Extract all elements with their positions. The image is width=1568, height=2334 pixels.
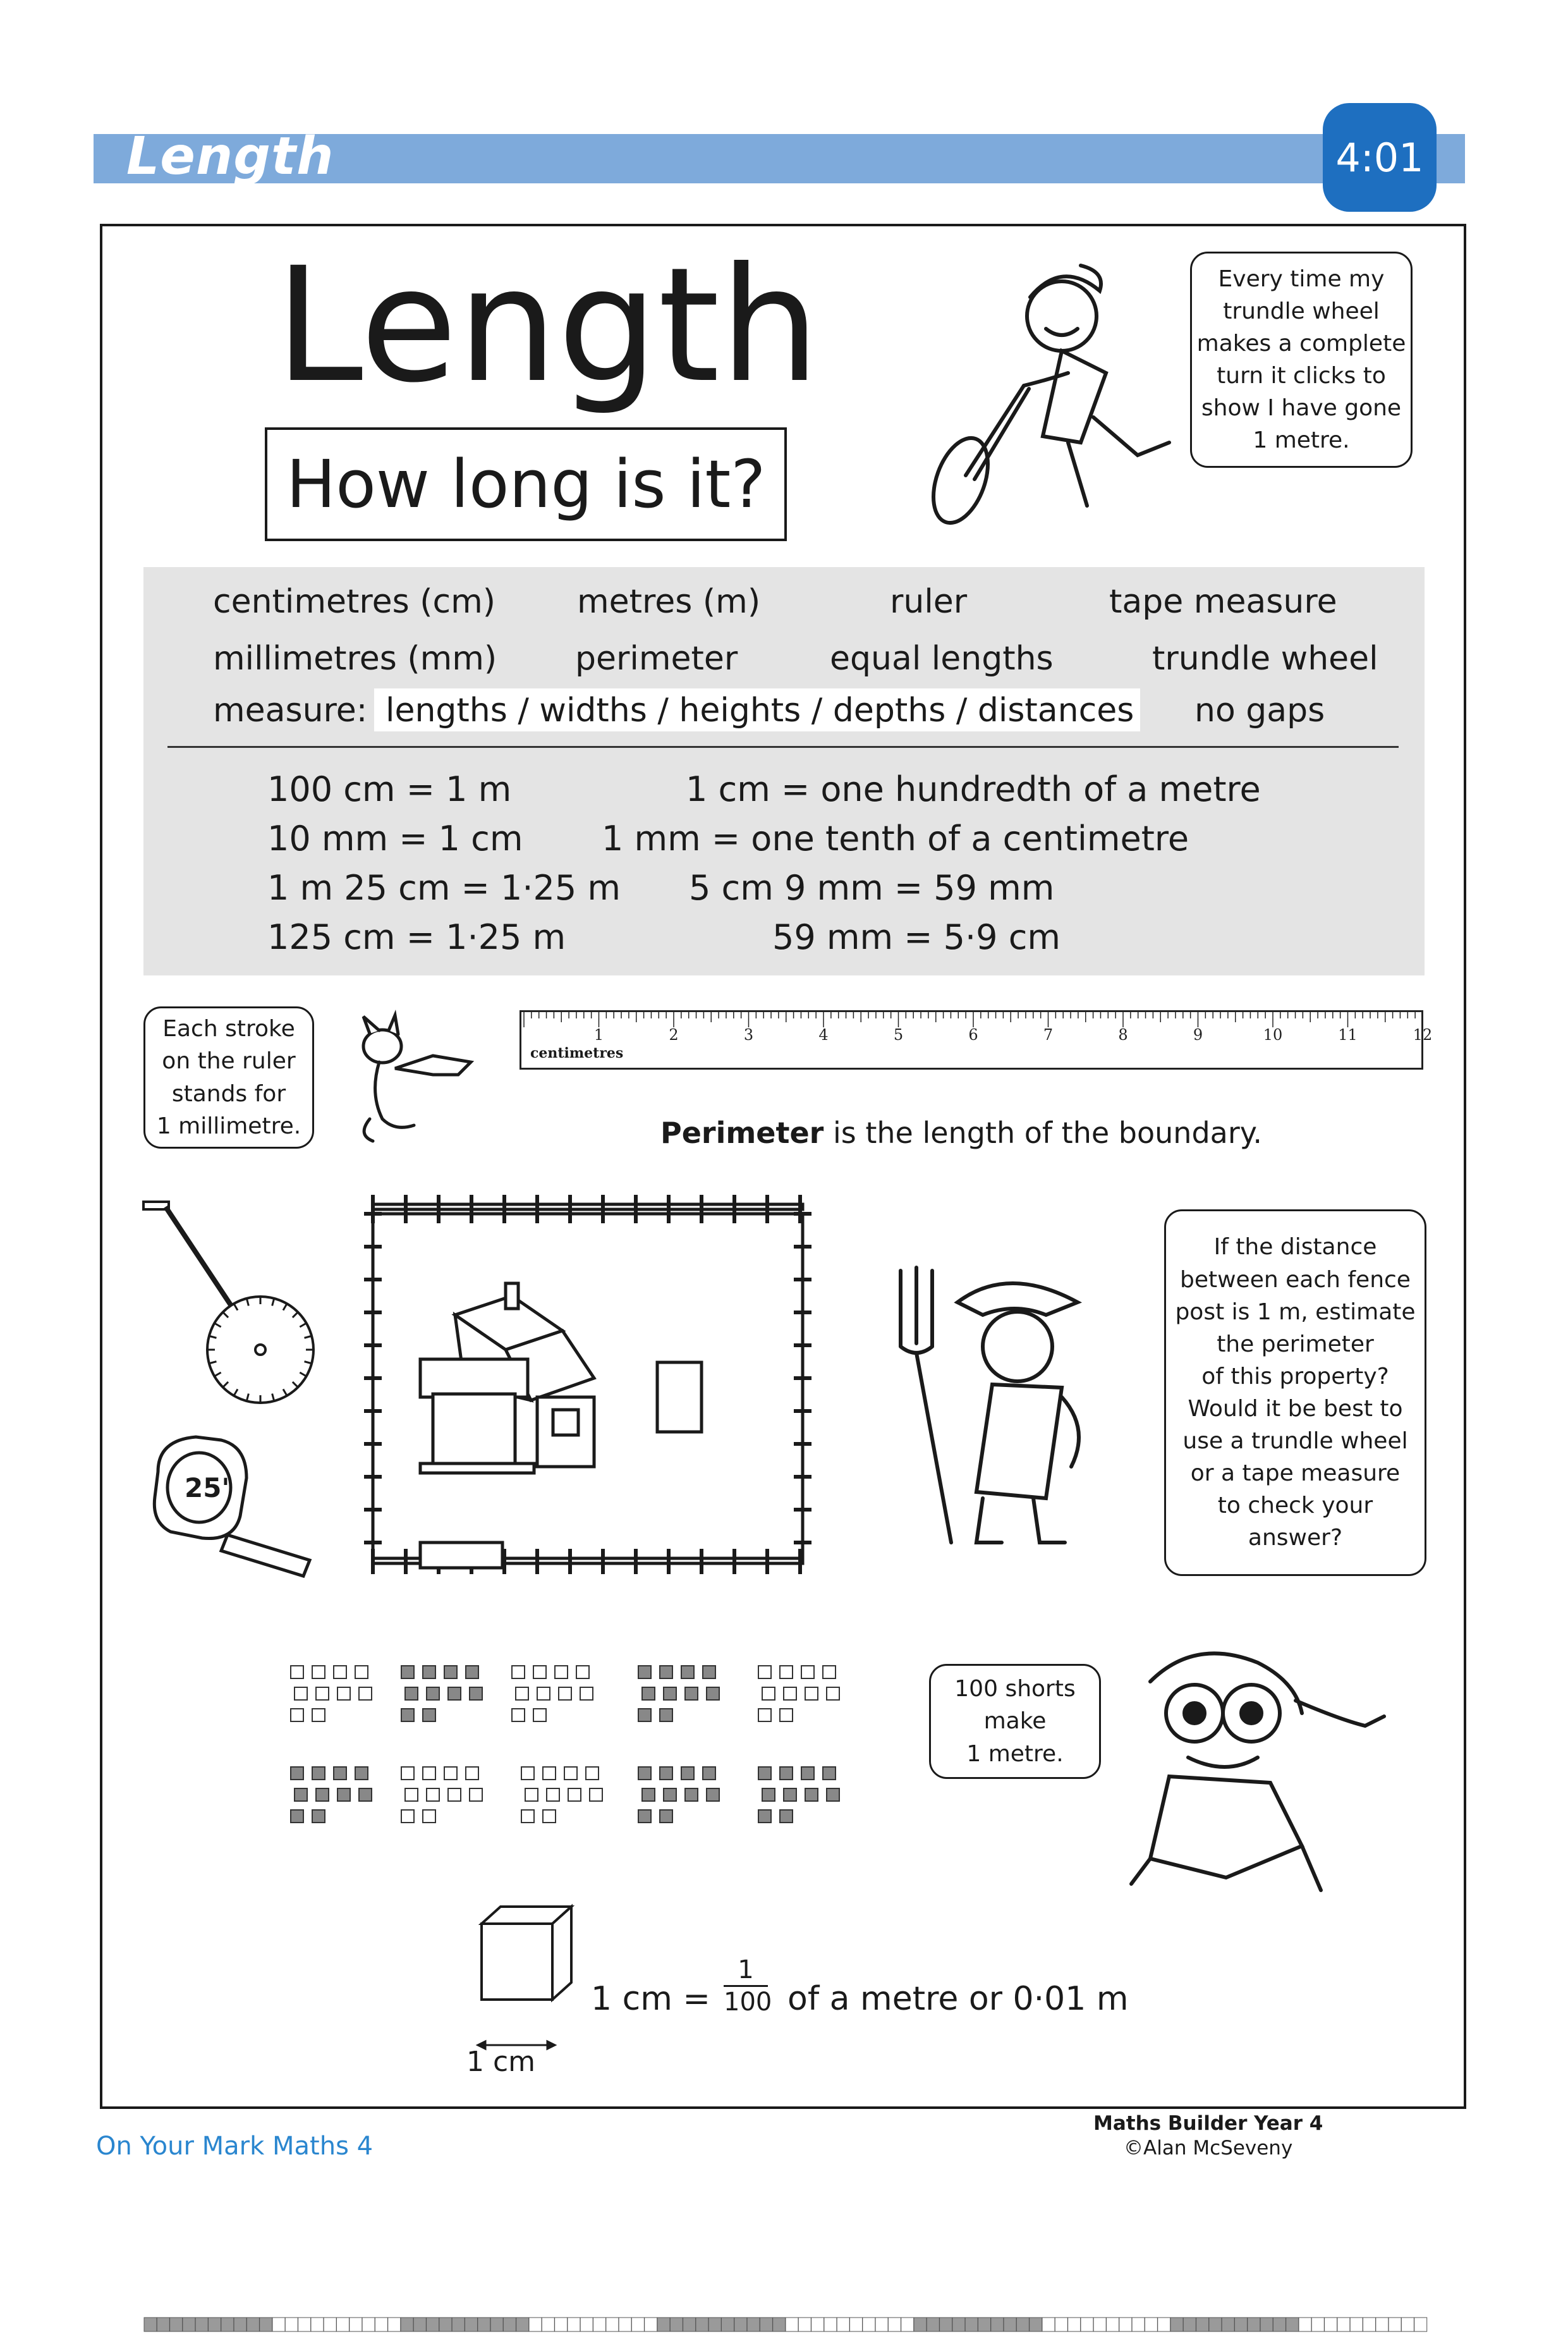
vocab-perimeter: perimeter [575,640,738,678]
farmer-speech-text: If the distance between each fence post is 1 m, estimate the perimeter of this property? Would it be best to use a trundle wheel or a tape measure to check your answer? [1175,1234,1416,1551]
unit-cube [337,1788,350,1801]
unit-cube [470,1687,482,1700]
unit-cube [758,1810,771,1823]
strip-cube [580,2318,593,2331]
strip-cube [1222,2318,1234,2331]
strip-cube [965,2318,978,2331]
header-title: Length [126,126,334,186]
panel-divider [167,746,1399,748]
cube-label: 1 cm [466,2046,536,2078]
centimetre-ruler [520,1010,1433,1070]
unit-cube [401,1810,414,1823]
strip-cube [311,2318,324,2331]
page-title: Length [275,233,820,417]
strip-cube [1389,2318,1401,2331]
vocab-tape-measure: tape measure [1109,583,1337,621]
unit-cube [359,1788,372,1801]
unit-cube [316,1687,329,1700]
unit-cube [758,1666,771,1678]
ruler-number: 2 [669,1026,679,1044]
strip-cube [645,2318,657,2331]
trundle-wheel-drawing [140,1198,317,1413]
strip-cube [349,2318,362,2331]
unit-cube [685,1687,698,1700]
unit-cube [423,1767,435,1780]
perimeter-definition [660,1116,1262,1150]
ruler-number: 10 [1263,1026,1283,1044]
fact-1-left: 100 cm = 1 m [267,769,512,809]
unit-cube [355,1767,368,1780]
ruler-number: 1 [593,1026,604,1044]
strip-cube [1414,2318,1427,2331]
strip-cube [298,2318,311,2331]
unit-cube [823,1767,836,1780]
unit-cube [681,1767,694,1780]
girl-with-cubes-illustration [1112,1631,1390,1897]
unit-cube [533,1709,546,1721]
strip-cube [427,2318,439,2331]
trundle-speech-text: Every time my trundle wheel makes a complete turn it clicks to show I have gone 1 metre. [1196,266,1406,454]
strip-cube [452,2318,465,2331]
strip-cube [1209,2318,1222,2331]
unit-cube [784,1788,796,1801]
strip-cube [221,2318,234,2331]
unit-cube [427,1687,439,1700]
strip-cube [593,2318,606,2331]
strip-cube [875,2318,888,2331]
ruler-unit-label: centimetres [530,1045,624,1061]
unit-cube [555,1666,568,1678]
unit-cube [638,1709,651,1721]
unit-cube [543,1810,556,1823]
unit-cube [664,1788,676,1801]
ruler-number: 8 [1118,1026,1128,1044]
unit-cube [466,1767,478,1780]
strip-cube [1068,2318,1081,2331]
fraction-denominator: 100 [724,1985,768,2017]
vocab-no-gaps: no gaps [1194,692,1325,730]
formula-fraction [724,1955,772,2017]
strip-cube [337,2318,349,2331]
vocab-millimetres: millimetres (mm) [213,640,497,678]
unit-cube [685,1788,698,1801]
strip-cube [927,2318,939,2331]
footer-book-title: Maths Builder Year 4 [1093,2112,1323,2135]
unit-cube [780,1767,793,1780]
kangaroo-pointing-illustration [344,1011,490,1151]
strip-cube [272,2318,285,2331]
unit-cube [334,1666,346,1678]
unit-cube [466,1666,478,1678]
strip-cube [555,2318,568,2331]
farmer-with-pitchfork-illustration [882,1264,1147,1555]
unit-cube [295,1687,307,1700]
ruler-number: 6 [968,1026,978,1044]
unit-cube [423,1810,435,1823]
strip-cube [657,2318,670,2331]
boy-trundle-wheel-illustration [916,253,1188,531]
perimeter-term: Perimeter [660,1116,824,1150]
unit-cube [559,1687,571,1700]
strip-cube [1196,2318,1209,2331]
unit-cube [638,1810,651,1823]
trundle-speech-bubble [1190,252,1413,468]
unit-cube [512,1709,525,1721]
strip-cube [1235,2318,1248,2331]
unit-cube [642,1788,655,1801]
unit-cube [525,1788,538,1801]
strip-cube [401,2318,413,2331]
ruler-number: 9 [1193,1026,1203,1044]
strip-cube [722,2318,734,2331]
strip-cube [1273,2318,1285,2331]
strip-cube [183,2318,195,2331]
unit-cube [827,1788,839,1801]
ruler-number: 5 [893,1026,904,1044]
unit-cube [291,1810,303,1823]
unit-cube [660,1810,672,1823]
unit-cube [448,1788,461,1801]
strip-cube [362,2318,375,2331]
strip-cube [439,2318,452,2331]
strip-cube [1030,2318,1042,2331]
ruler-number: 11 [1338,1026,1358,1044]
footer-series-title: On Your Mark Maths 4 [96,2132,374,2161]
strip-cube [568,2318,580,2331]
strip-cube [631,2318,644,2331]
ruler-number: 12 [1413,1026,1433,1044]
strip-cube [195,2318,208,2331]
tape-measure-drawing [145,1427,316,1579]
strip-cube [1311,2318,1324,2331]
centimetre-cube-icon [475,1902,586,2009]
unit-cube [564,1767,577,1780]
strip-cube [503,2318,516,2331]
shorts-speech-text: 100 shorts make 1 metre. [954,1676,1076,1767]
strip-cube [901,2318,914,2331]
strip-cube [170,2318,183,2331]
strip-cube [606,2318,619,2331]
strip-cube [888,2318,901,2331]
subtitle-box [265,427,787,541]
strip-cube [1401,2318,1414,2331]
unit-cube [827,1687,839,1700]
strip-cube [144,2318,157,2331]
strip-cube [747,2318,760,2331]
fact-3-right: 5 cm 9 mm = 59 mm [689,868,1055,908]
strip-cube [940,2318,952,2331]
strip-cube [375,2318,387,2331]
strip-cube [683,2318,696,2331]
vocab-measure-options: lengths / widths / heights / depths / distances [386,692,1134,730]
unit-cube [823,1666,836,1678]
unit-cube [568,1788,581,1801]
unit-cube [401,1709,414,1721]
unit-cube [401,1666,414,1678]
strip-cube [1119,2318,1132,2331]
strip-cube [696,2318,708,2331]
unit-cube [784,1687,796,1700]
unit-cube [295,1788,307,1801]
vocab-metres: metres (m) [577,583,761,621]
unit-cube [762,1687,775,1700]
vocab-ruler: ruler [890,583,968,621]
unit-cube [660,1666,672,1678]
unit-cube [660,1709,672,1721]
subtitle-text: How long is it? [286,446,766,523]
strip-cube [1158,2318,1170,2331]
unit-cube [521,1810,534,1823]
fact-2-right: 1 mm = one tenth of a centimetre [602,819,1189,858]
strip-cube [1248,2318,1260,2331]
unit-cube [405,1687,418,1700]
ruler-number: 3 [743,1026,754,1044]
strip-cube [285,2318,298,2331]
unit-cube [521,1767,534,1780]
strip-cube [1132,2318,1145,2331]
unit-cube [703,1666,715,1678]
unit-cube [543,1767,556,1780]
perimeter-rest: is the length of the boundary. [824,1116,1263,1150]
strip-cube [388,2318,401,2331]
strip-cube [1260,2318,1273,2331]
unit-cube [405,1788,418,1801]
unit-cube [576,1666,589,1678]
unit-cube [780,1810,793,1823]
fact-2-left: 10 mm = 1 cm [267,819,523,858]
strip-cube [760,2318,772,2331]
strip-cube [1183,2318,1196,2331]
unit-cube [805,1687,818,1700]
strip-cube [1016,2318,1029,2331]
strip-cube [260,2318,272,2331]
unit-cube [291,1767,303,1780]
unit-cube [444,1767,457,1780]
unit-cube [681,1666,694,1678]
unit-cube [762,1788,775,1801]
ruler-number: 7 [1043,1026,1054,1044]
ruler-ticks [521,1012,1433,1068]
strip-cube [1055,2318,1067,2331]
vocab-equal-lengths: equal lengths [830,640,1054,678]
fact-1-right: 1 cm = one hundredth of a metre [686,769,1261,809]
ruler-speech-text: Each stroke on the ruler stands for 1 millimetre. [156,1016,301,1139]
strip-cube [811,2318,824,2331]
unit-cube [642,1687,655,1700]
unit-cube [707,1788,719,1801]
unit-cube [401,1767,414,1780]
unit-cube [291,1666,303,1678]
strip-cube [246,2318,259,2331]
unit-cube [470,1788,482,1801]
strip-cube [529,2318,542,2331]
footer-copyright: ©Alan McSeveny [1124,2136,1293,2160]
strip-cube [1042,2318,1055,2331]
strip-cube [1325,2318,1337,2331]
strip-cube [234,2318,246,2331]
strip-cube [516,2318,529,2331]
footer-credits [1093,2111,1323,2161]
strip-cube [798,2318,811,2331]
strip-cube [863,2318,875,2331]
strip-cube [773,2318,786,2331]
strip-cube [734,2318,747,2331]
fact-4-left: 125 cm = 1·25 m [267,917,566,957]
strip-cube [978,2318,991,2331]
unit-cube [660,1767,672,1780]
strip-cube [786,2318,798,2331]
shorts-speech-bubble [929,1664,1101,1779]
fenced-property-illustration [360,1188,815,1580]
strip-cube [1299,2318,1311,2331]
vocab-centimetres: centimetres (cm) [213,583,496,621]
strip-cube [824,2318,837,2331]
unit-cube [427,1788,439,1801]
unit-cube [291,1709,303,1721]
unit-cube [448,1687,461,1700]
unit-cube [312,1810,325,1823]
unit-cube [801,1666,814,1678]
strip-cube [1004,2318,1016,2331]
unit-cube [423,1709,435,1721]
ruler-speech-bubble [143,1006,314,1149]
strip-cube [708,2318,721,2331]
strip-cube [542,2318,554,2331]
unit-cubes-groups [278,1653,878,1855]
unit-cube [780,1709,793,1721]
strip-cube [1363,2318,1376,2331]
unit-cube [312,1767,325,1780]
strip-cube [490,2318,503,2331]
unit-cube [638,1767,651,1780]
unit-cube [664,1687,676,1700]
ruler-number: 4 [818,1026,829,1044]
unit-cube [334,1767,346,1780]
strip-cube [324,2318,336,2331]
unit-cube [780,1666,793,1678]
unit-cube [423,1666,435,1678]
unit-cube [590,1788,602,1801]
strip-cube [837,2318,849,2331]
strip-cube [952,2318,965,2331]
unit-cube [537,1687,550,1700]
unit-cube [703,1767,715,1780]
formula-rhs: of a metre or 0·01 m [787,1980,1129,2018]
strip-cube [670,2318,683,2331]
strip-cube [209,2318,221,2331]
unit-cube [707,1687,719,1700]
unit-cube [355,1666,368,1678]
vocab-trundle-wheel: trundle wheel [1152,640,1378,678]
fact-4-right: 59 mm = 5·9 cm [772,917,1061,957]
tape-measure-label: 25' [185,1472,230,1503]
strip-cube [1093,2318,1106,2331]
strip-cube [1376,2318,1389,2331]
strip-cube [1337,2318,1350,2331]
unit-cube [805,1788,818,1801]
unit-cube [516,1687,528,1700]
strip-cube [1081,2318,1093,2331]
strip-cube [1350,2318,1363,2331]
strip-cube [413,2318,426,2331]
strip-cube [991,2318,1004,2331]
metre-strip-of-shorts [144,2316,1431,2334]
unit-cube [758,1767,771,1780]
unit-cube [316,1788,329,1801]
unit-cube [547,1788,559,1801]
unit-cube [444,1666,457,1678]
fact-3-left: 1 m 25 cm = 1·25 m [267,868,621,908]
fraction-numerator: 1 [738,1955,754,1984]
unit-cube [312,1709,325,1721]
strip-cube [1170,2318,1183,2331]
unit-cube [801,1767,814,1780]
unit-cube [758,1709,771,1721]
formula-lhs: 1 cm = [591,1980,710,2018]
unit-cube [580,1687,593,1700]
unit-cube [337,1687,350,1700]
strip-cube [850,2318,863,2331]
strip-cube [465,2318,478,2331]
unit-cube [586,1767,599,1780]
unit-cube [512,1666,525,1678]
strip-cube [1107,2318,1119,2331]
strip-cube [157,2318,169,2331]
strip-cube [619,2318,631,2331]
strip-cube [478,2318,490,2331]
page-number-badge: 4:01 [1323,103,1437,212]
strip-cube [1286,2318,1299,2331]
strip-cube [1145,2318,1157,2331]
farmer-speech-bubble [1164,1209,1426,1576]
unit-cube [533,1666,546,1678]
unit-cube [359,1687,372,1700]
unit-cube [312,1666,325,1678]
vocab-measure-label: measure: [213,692,368,730]
strip-cube [914,2318,927,2331]
unit-cube [638,1666,651,1678]
